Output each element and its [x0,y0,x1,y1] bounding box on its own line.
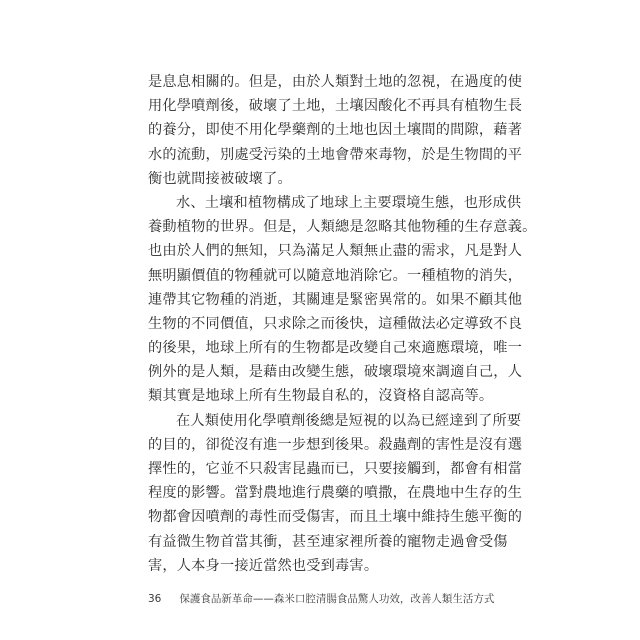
text-line: 是息息相關的。但是，由於人類對土地的忽視，在過度的使 [148,74,523,90]
text-line: 養動植物的世界。但是，人類總是忽略其他物種的生存意義。 [148,219,537,236]
page-footer [148,591,495,607]
text-line: 也由於人們的無知，只為滿足人類無止盡的需求，凡是對人 [148,243,523,260]
text-line: 擇性的，它並不只殺害昆蟲而已，只要接觸到，都會有相當 [148,461,523,477]
text-line: 衡也就間接被破壞了。 [148,170,292,187]
paragraph-first-line: 水、土壤和植物構成了地球上主要環境生態，也形成供 [176,194,522,211]
text-line: 物都會因噴劑的毒性而受傷害，而且土壤中維持生態平衡的 [148,509,523,526]
text-line: 水的流動，別處受污染的土地會帶來毒物，於是生物間的平 [148,146,523,163]
text-line: 生物的不同價值，只求除之而後快，這種做法必定導致不良 [148,315,523,332]
text-line: 例外的是人類，是藉由改變生態，破壞環境來調適自己，人 [148,364,523,381]
text-line: 類其實是地球上所有生物最自私的，沒資格自認高等。 [148,388,494,405]
text-line: 無明顯價值的物種就可以隨意地消除它。一種植物的消失， [148,267,523,284]
body-text [148,70,537,578]
text-line: 程度的影響。當對農地進行農藥的噴撒，在農地中生存的生 [148,485,523,502]
text-line: 的後果，地球上所有的生物都是改變自己來適應環境，唯一 [148,340,523,357]
paragraph-first-line: 在人類使用化學噴劑後總是短視的以為已經達到了所要 [176,412,522,429]
running-title: 保護食品新革命——森米口腔清腸食品驚人功效，改善人類生活方式 [179,593,495,605]
text-line: 的養分，即使不用化學藥劑的土地也因土壤間的間隙，藉著 [148,122,523,139]
text-line: 連帶其它物種的消逝，其關連是緊密異常的。如果不顧其他 [148,291,523,308]
text-line: 的目的，卻從沒有進一步想到後果。殺蟲劑的害性是沒有選 [148,436,523,453]
text-line: 有益微生物首當其衝，甚至連家裡所養的寵物走過會受傷 [148,533,508,550]
text-line: 用化學噴劑後，破壞了土地，土壤因酸化不再具有植物生長 [148,98,523,115]
page-number: 36 [148,593,162,605]
text-line: 害，人本身一接近當然也受到毒害。 [148,557,379,574]
